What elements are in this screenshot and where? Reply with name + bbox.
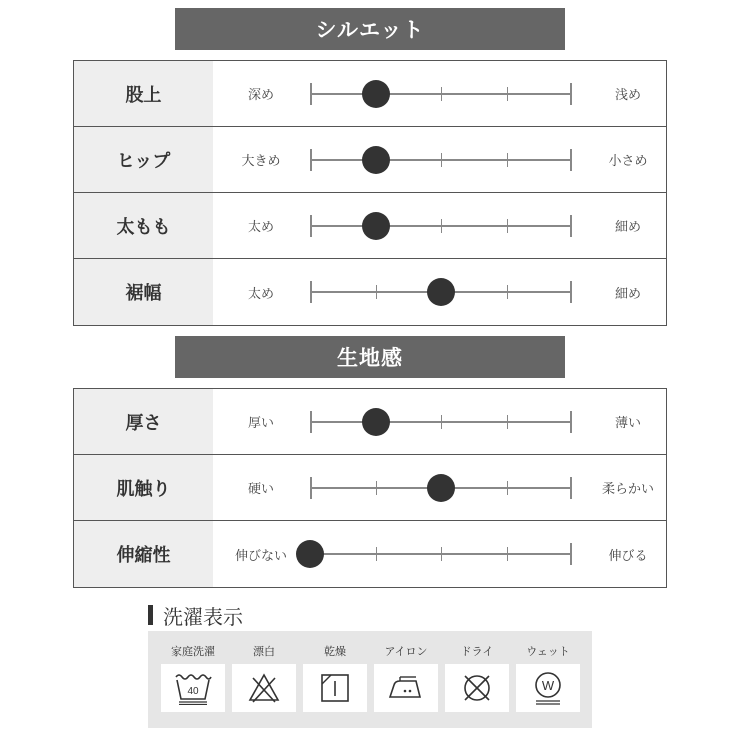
scale-tick	[507, 153, 508, 167]
scale-tick	[570, 281, 572, 303]
attribute-row	[74, 259, 666, 325]
scale-max-label: 小さめ	[608, 154, 648, 169]
care-label: 乾燥	[324, 645, 346, 658]
silhouette-header	[175, 8, 565, 50]
scale-tick	[507, 87, 508, 101]
scale-min-label: 太め	[247, 286, 274, 302]
scale-tick	[310, 83, 312, 105]
scale-tick	[310, 411, 312, 433]
scale-tick	[507, 481, 508, 495]
wet-letter: W	[541, 678, 555, 693]
scale-max-label: 伸びる	[608, 548, 648, 564]
scale-marker	[362, 212, 390, 240]
scale-tick	[376, 285, 377, 299]
care-item-bleach	[232, 631, 296, 728]
scale-tick	[570, 411, 572, 433]
scale-min-label: 伸びない	[234, 548, 287, 564]
rating-scale	[310, 389, 572, 454]
scale-tick	[441, 153, 442, 167]
scale-marker	[427, 278, 455, 306]
care-label: 家庭洗濯	[171, 645, 215, 658]
attribute-row	[74, 61, 666, 127]
no-bleach-icon	[232, 664, 296, 712]
attribute-label: 厚さ	[74, 389, 213, 454]
scale-tick	[507, 219, 508, 233]
scale-tick	[507, 547, 508, 561]
wash-temperature: 40	[187, 686, 199, 697]
scale-marker	[427, 474, 455, 502]
scale-max-label: 柔らかい	[601, 482, 654, 497]
care-title: 洗濯表示	[163, 604, 243, 629]
scale-tick	[310, 281, 312, 303]
texture-header	[175, 336, 565, 378]
care-item-dry	[303, 631, 367, 728]
silhouette-table	[73, 60, 667, 326]
scale-marker	[362, 408, 390, 436]
rating-scale	[310, 127, 572, 192]
scale-min-label: 大きめ	[241, 154, 281, 169]
attribute-label: 伸縮性	[74, 521, 213, 587]
care-item-wet	[516, 631, 580, 728]
heading-bar	[148, 605, 153, 625]
scale-tick	[310, 477, 312, 499]
care-label: アイロン	[384, 645, 428, 658]
rating-scale	[310, 455, 572, 520]
scale-marker	[362, 80, 390, 108]
rating-scale	[310, 521, 572, 587]
attribute-row	[74, 193, 666, 259]
attribute-label: 股上	[74, 61, 213, 126]
scale-marker	[362, 146, 390, 174]
rating-scale	[310, 61, 572, 126]
scale-tick	[441, 415, 442, 429]
scale-tick	[507, 285, 508, 299]
attribute-label: 肌触り	[74, 455, 213, 520]
attribute-row	[74, 455, 666, 521]
attribute-label: 裾幅	[74, 259, 213, 325]
scale-min-label: 太め	[247, 220, 274, 235]
care-item-iron	[374, 631, 438, 728]
scale-tick	[570, 149, 572, 171]
attribute-row	[74, 521, 666, 587]
silhouette-title: シルエット	[315, 18, 425, 42]
attribute-label: 太もも	[74, 193, 213, 258]
scale-tick	[310, 149, 312, 171]
wet-clean-icon	[516, 664, 580, 712]
care-label: 漂白	[253, 645, 275, 658]
scale-max-label: 細め	[614, 286, 641, 302]
line-dry-shade-icon	[303, 664, 367, 712]
scale-tick	[441, 219, 442, 233]
care-heading	[148, 603, 243, 627]
care-item-dryclean	[445, 631, 509, 728]
scale-tick	[570, 477, 572, 499]
texture-table	[73, 388, 667, 588]
care-label-panel	[148, 631, 592, 728]
care-label: ウェット	[526, 645, 570, 658]
scale-tick	[441, 87, 442, 101]
scale-tick	[376, 481, 377, 495]
scale-min-label: 硬い	[247, 482, 274, 497]
scale-min-label: 厚い	[247, 416, 274, 431]
scale-max-label: 薄い	[614, 416, 641, 431]
scale-tick	[570, 543, 572, 565]
scale-max-label: 細め	[614, 220, 641, 235]
scale-tick	[310, 215, 312, 237]
no-dryclean-icon	[445, 664, 509, 712]
attribute-row	[74, 127, 666, 193]
scale-tick	[507, 415, 508, 429]
scale-max-label: 浅め	[614, 88, 641, 103]
rating-scale	[310, 193, 572, 258]
texture-title: 生地感	[337, 346, 403, 370]
rating-scale	[310, 259, 572, 325]
scale-marker	[296, 540, 324, 568]
scale-tick	[441, 547, 442, 561]
scale-tick	[570, 215, 572, 237]
attribute-row	[74, 389, 666, 455]
scale-min-label: 深め	[247, 88, 274, 103]
care-label: ドライ	[460, 645, 494, 658]
attribute-label: ヒップ	[74, 127, 213, 192]
iron-icon	[374, 664, 438, 712]
scale-tick	[570, 83, 572, 105]
care-item-wash	[161, 631, 225, 728]
scale-tick	[376, 547, 377, 561]
washtub-40-icon	[161, 664, 225, 712]
